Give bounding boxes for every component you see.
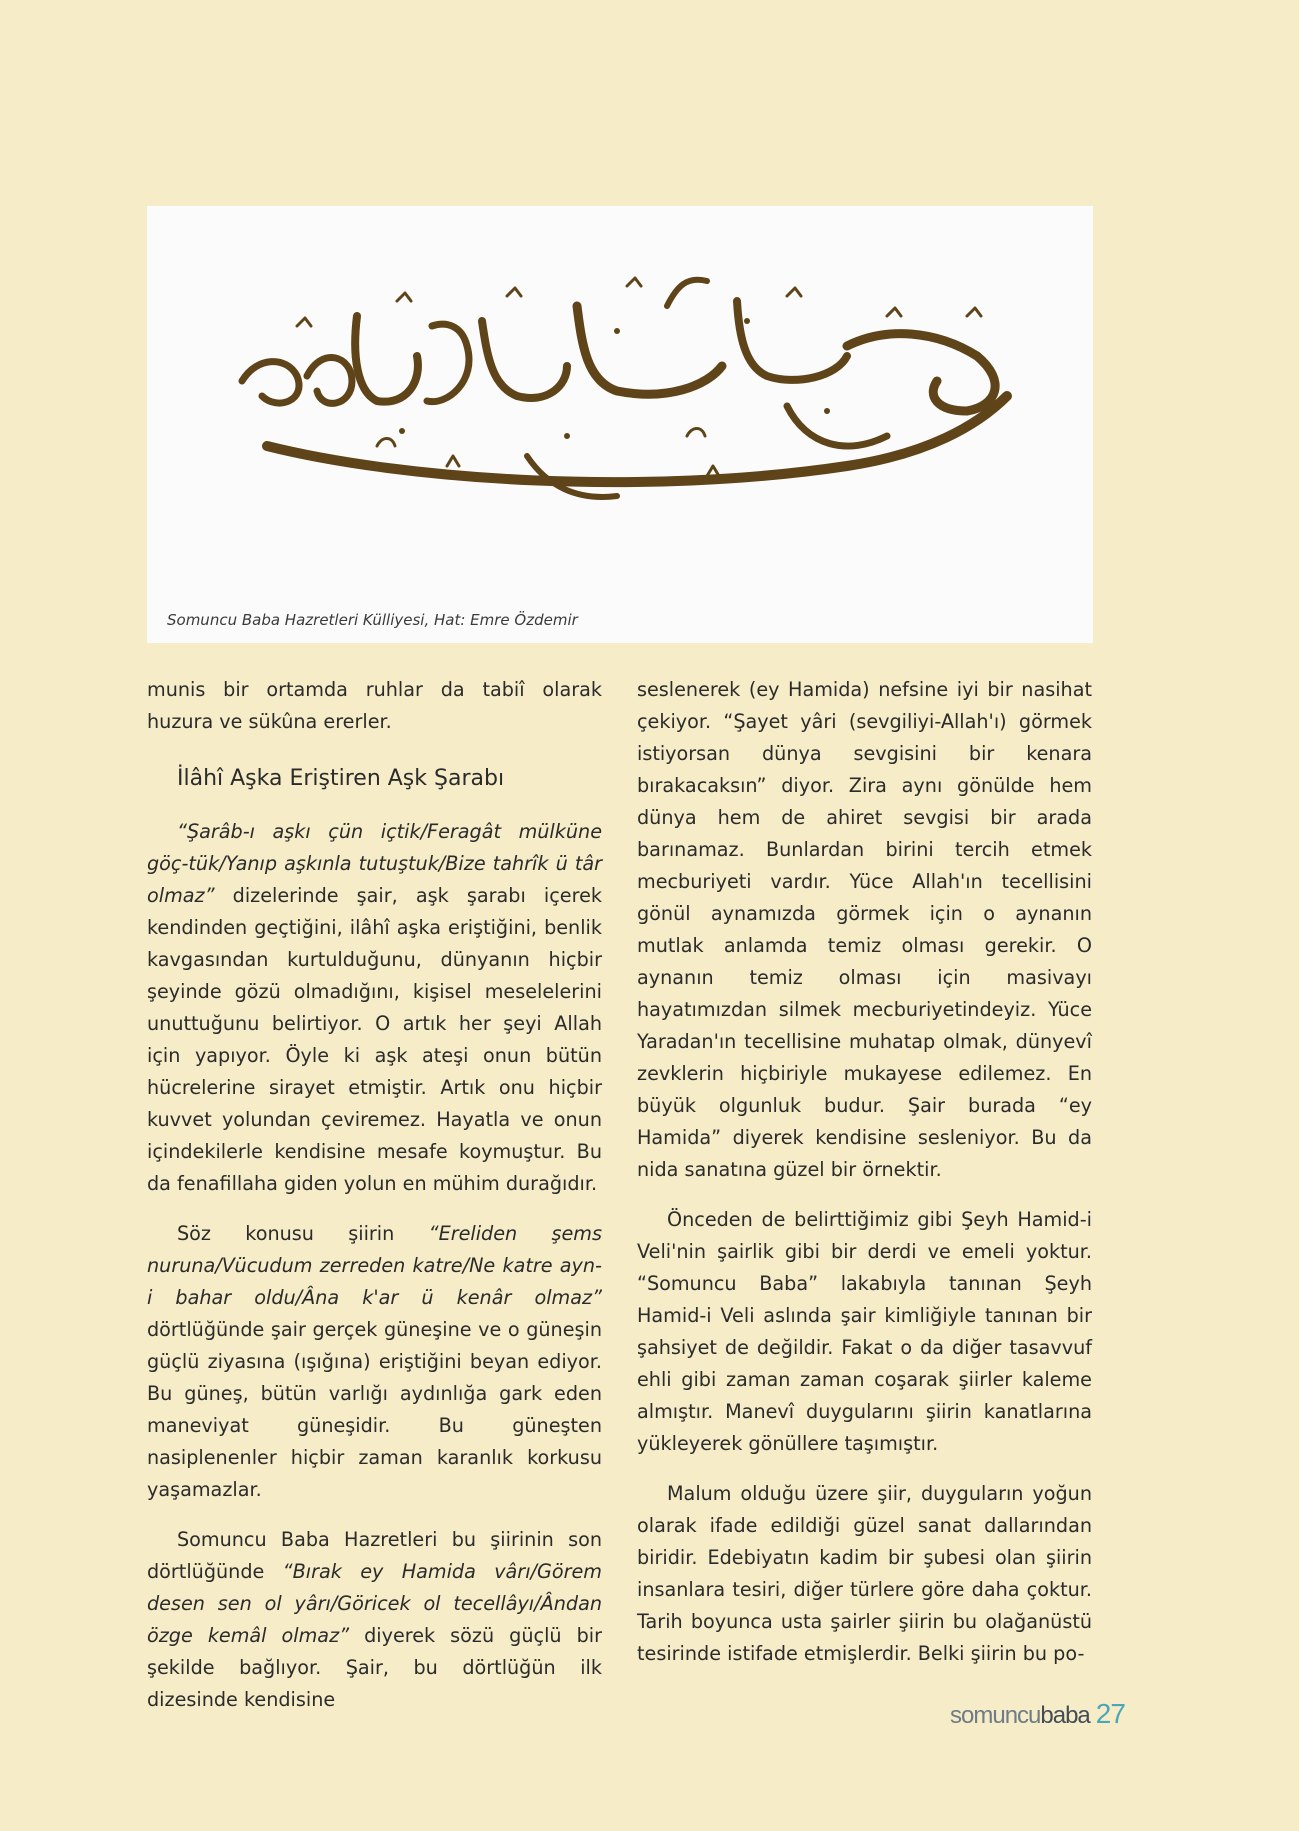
paragraph-text: dizelerinde şair, aşk şarabı içerek kendinden geçtiğini, ilâhî aşka eriştiğini, benlik kavgasından kurtulduğunu, dünyanın hiçbir şeyinde gözü olmadığını, kişisel meselelerini unuttuğunu belirtiyor. O artık her şeyi Allah için yapıyor. Öyle ki aşk ateşi onun bütün hücrelerine sirayet etmiştir. Artık onu hiçbir kuvvet yolundan çeviremez. Hayatla ve onun içindekilerle kendisine mesafe koymuştur. Bu da fenafillaha giden yolun en mühim durağıdır. [147,884,602,1195]
page-footer [950,1698,1125,1730]
paragraph: seslenerek (ey Hamida) nefsine iyi bir nasihat çekiyor. “Şayet yâri (sevgiliyi-Allah'ı) görmek istiyorsan dünya sevgisini bir kenara bırakacaksın” diyor. Zira aynı gönülde hem dünya hem de ahiret sevgisi bir arada barınamaz. Bunlardan birini tercih etmek mecburiyeti vardır. Yüce Allah'ın tecellisini gönül aynamızda görmek için o aynanın mutlak anlamda temiz olması gerekir. O aynanın temiz olması için masivayı hayatımızdan silmek mecburiyetindeyiz. Yüce Yaradan'ın tecellisine muhatap olmak, dünyevî zevklerin hiçbiriyle mukayese edilemez. En büyük olgunluk budur. Şair burada “ey Hamida” diyerek kendisine sesleniyor. Bu da nida sanatına güzel bir örnektir. [637,678,1092,1181]
right-column [637,674,1092,1688]
paragraph-text: dörtlüğünde şair gerçek güneşine ve o güneşin güçlü ziyasına (ışığına) eriştiğini beyan ediyor. Bu güneş, bütün varlığı aydınlığa gark eden maneviyat güneşidir. Bu güneşten nasiplenenler hiçbir zaman karanlık korkusu yaşamazlar. [147,1318,602,1501]
paragraph [147,816,602,1200]
figure-caption: Somuncu Baba Hazretleri Külliyesi, Hat: Emre Özdemir [167,611,578,629]
paragraph-text: diyerek sözü güçlü bir şekilde bağlıyor. Şair, bu dörtlüğün ilk dizesinde kendisine [147,1624,602,1711]
poem-quote: “Şarâb-ı aşkı çün içtik/Feragât mülküne göç-tük/Yanıp aşkınla tutuştuk/Bize tahrîk ü târ olmaz” [147,820,602,907]
paragraph [147,1218,602,1506]
brand-name-second: baba [1040,1702,1090,1729]
poem-quote: “Bırak ey Hamida vârı/Görem desen sen ol yârı/Göricek ol tecellâyı/Ândan özge kemâl olmaz” [147,1560,602,1647]
paragraph: munis bir ortamda ruhlar da tabiî olarak huzura ve sükûna ererler. [147,678,602,733]
paragraph-text: Somuncu Baba Hazretleri bu şiirinin son dörtlüğünde [147,1528,602,1583]
paragraph [147,1524,602,1716]
calligraphy-artwork [147,206,1093,643]
section-heading: İlâhî Aşka Eriştiren Aşk Şarabı [177,766,505,791]
calligraphy-figure [147,206,1093,643]
poem-quote: “Ereliden şems nuruna/Vücudum zerreden katre/Ne katre ayn-i bahar oldu/Âna k'ar ü kenâr olmaz” [147,1222,602,1309]
page-number: 27 [1095,1698,1125,1729]
paragraph-text: Söz konusu şiirin [177,1222,429,1245]
brand-name-first: somuncu [950,1702,1041,1729]
paragraph: Önceden de belirttiğimiz gibi Şeyh Hamid-i Veli'nin şairlik gibi bir derdi ve emeli yoktur. “Somuncu Baba” lakabıyla tanınan Şeyh Hamid-i Veli aslında şair kimliğiyle tanınan bir şahsiyet de değildir. Fakat o da diğer tasavvuf ehli gibi zaman zaman coşarak şiirler kaleme almıştır. Manevî duygularını şiirin kanatlarına yükleyerek gönüllere taşımıştır. [637,1208,1092,1455]
paragraph: Malum olduğu üzere şiir, duyguların yoğun olarak ifade edildiği güzel sanat dallarından biridir. Edebiyatın kadim bir şubesi olan şiirin insanlara tesiri, diğer türlere göre daha çoktur. Tarih boyunca usta şairler şiirin bu olağanüstü tesirinde istifade etmişlerdir. Belki şiirin bu po- [637,1482,1092,1665]
left-column [147,674,602,1734]
